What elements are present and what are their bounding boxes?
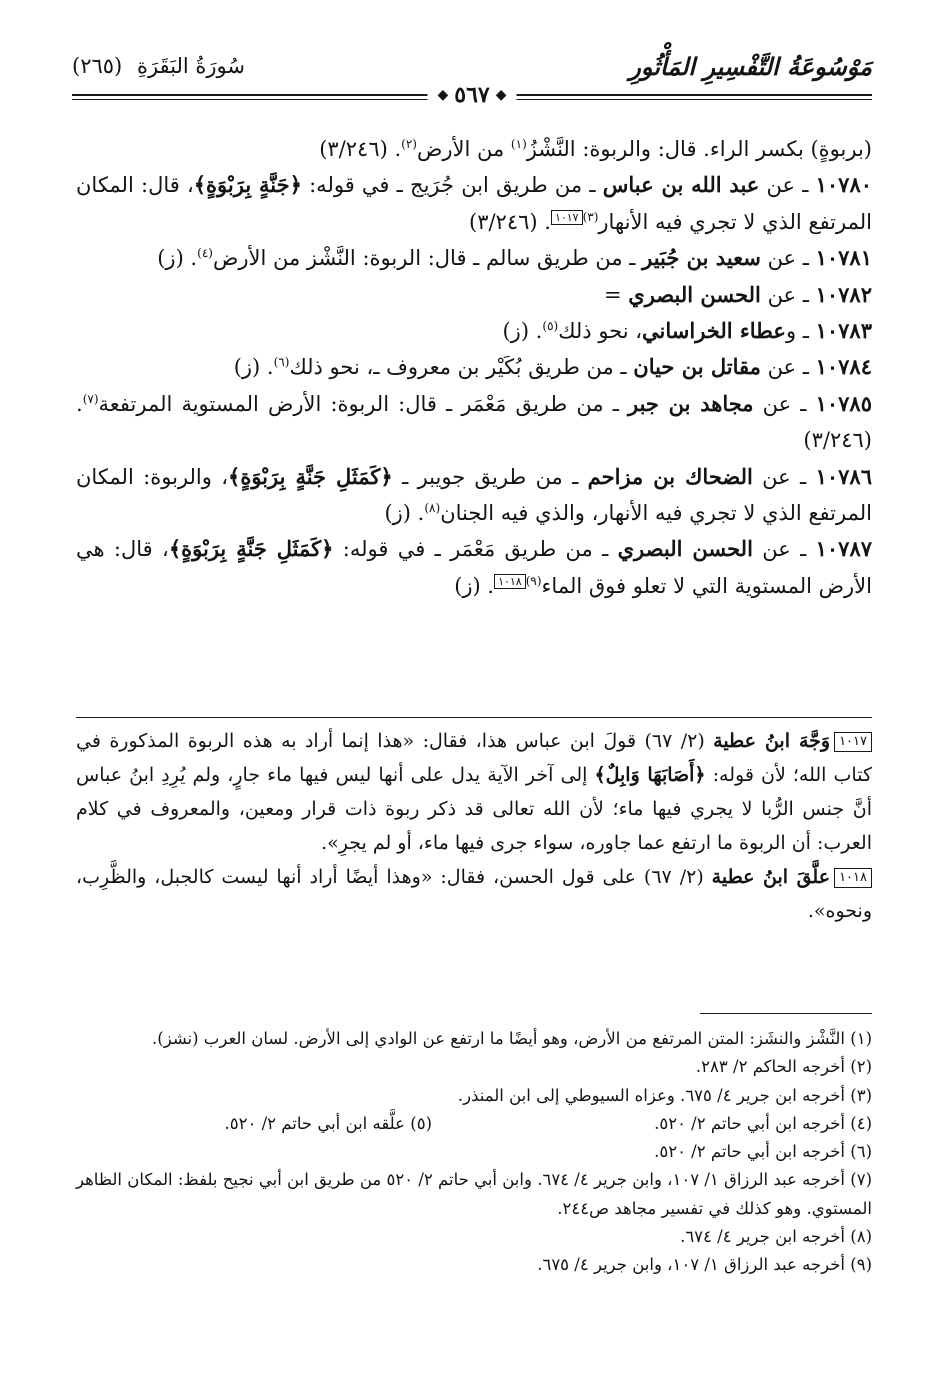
commentary-lead: علَّقَ ابنُ عطية — [711, 866, 831, 888]
quran-quote: ﴿جَنَّةٍ بِرَبْوَةٍ﴾ — [193, 172, 302, 198]
quran-quote: ﴿أَصَابَهَا وَابِلٌ﴾ — [594, 764, 706, 786]
footnote: (٦) أخرجه ابن أبي حاتم ٢/ ٥٢٠. — [654, 1142, 872, 1162]
narration-number: ١٠٧٨٠ — [815, 172, 873, 198]
text: من الأرض — [416, 137, 511, 161]
surah-name: سُورَةُ البَقَرَةِ — [136, 54, 245, 78]
narration-number: ١٠٧٨٤ — [815, 354, 872, 380]
text: ـ عن — [753, 391, 816, 416]
text: ، قال: المكان المرتفع الذي لا تجري فيه الأنهار — [76, 173, 872, 234]
commentary-number-box: ١٠١٧ — [834, 732, 872, 752]
footnote-ref: (٦) — [273, 355, 290, 370]
footnote: (٨) أخرجه ابن جرير ٤/ ٦٧٤. — [680, 1227, 872, 1247]
paragraph-continuation — [76, 131, 872, 167]
footnote: (٧) أخرجه عبد الرزاق ١/ ١٠٧، وابن جرير ٤/ ٦٧٤. وابن أبي حاتم ٢/ ٥٢٠ من طريق ابن أبي نجيح بلفظ: المكان الظاهر المستوي. وهو كذلك في تفسير مجاهد ص٢٤٤. — [76, 1170, 872, 1218]
commentary-ref-box: ١٠١٧ — [551, 210, 583, 225]
text: ـ عن — [752, 464, 816, 489]
footnote-ref: (١) — [510, 137, 527, 151]
narration-number: ١٠٧٨٦ — [815, 463, 872, 489]
footnote-ref: (٣) — [582, 209, 599, 224]
narrator-name: عطاء الخراساني — [642, 318, 786, 344]
narration-10787 — [76, 531, 872, 604]
main-text — [76, 131, 872, 604]
narration-number: ١٠٧٨٢ — [815, 281, 872, 307]
text: ـ عن — [752, 537, 816, 562]
narration-10782 — [76, 277, 872, 313]
text: ـ عن — [760, 355, 816, 380]
text: ، والربوة: المكان المرتفع الذي لا تجري فيه الأنهار، والذي فيه الجنان — [76, 464, 872, 526]
footnote: (٢) أخرجه الحاكم ٢/ ٢٨٣. — [695, 1057, 872, 1077]
narration-number: ١٠٧٨٧ — [815, 536, 873, 562]
commentary-1018 — [76, 860, 872, 928]
page-number-block — [427, 82, 516, 108]
narration-10786 — [76, 459, 872, 532]
text: ـ عن — [760, 282, 816, 307]
narration-number: ١٠٧٨١ — [815, 245, 872, 271]
text: ، قال: هي الأرض المستوية التي لا تعلو فوق الماء — [76, 537, 872, 598]
text: . (٣/٢٤٦) — [319, 137, 402, 161]
narrator-name: مجاهد بن جبر — [627, 390, 754, 416]
footnote-row — [76, 1110, 872, 1138]
text: . (٣/٢٤٦) — [76, 391, 872, 453]
narration-10781 — [76, 240, 872, 276]
text: ـ من طريق جويبر ـ — [392, 464, 588, 489]
surah-reference — [72, 54, 245, 78]
text: = — [603, 282, 629, 307]
text: ـ و — [785, 319, 816, 344]
footnote-ref: (٩) — [525, 573, 542, 588]
commentary-separator — [76, 717, 872, 718]
text: ـ من طريق سالم ـ قال: الربوة: النَّشْز من الأرض — [212, 246, 643, 271]
ornament-right-icon: ◆ — [495, 87, 507, 103]
commentary-1017 — [76, 724, 872, 860]
book-title: مَوْسُوعَةُ التَّفْسِيرِ المَأْثُورِ — [629, 52, 872, 81]
text: . (ز) — [384, 501, 425, 526]
footnote-separator — [700, 1013, 872, 1014]
footnote-ref: (٨) — [424, 501, 441, 516]
text: . (ز) — [502, 319, 543, 344]
narration-10780 — [76, 167, 872, 240]
narration-10785 — [76, 386, 872, 459]
text: ـ من طريق بُكَيْر بن معروف ـ، نحو ذلك — [289, 355, 634, 380]
narrator-name: مقاتل بن حيان — [633, 354, 761, 380]
commentary-number-box: ١٠١٨ — [834, 868, 872, 888]
narrator-name: الضحاك بن مزاحم — [587, 463, 753, 489]
footnote: (٩) أخرجه عبد الرزاق ١/ ١٠٧، وابن جرير ٤/ ٦٧٥. — [537, 1255, 872, 1275]
commentary-section — [76, 724, 872, 928]
narrator-name: الحسن البصري — [617, 536, 753, 562]
text: إلى آخر الآية يدل على أنها ليس فيها ماء جارٍ، ولم يُرِدِ ابنُ عباس أنَّ جنس الرُّبا لا يجري فيها ماء؛ لأن الله تعالى قد ذكر ربوة ذات قرار ومعين، والمعروف في كلام العرب: أن الربوة ما ارتفع عما جاوره، سواء جرى فيها ماء، أو لم يجرِ». — [76, 764, 872, 854]
text: ـ عن — [760, 246, 816, 271]
quran-quote: ﴿كَمَثَلِ جَنَّةٍ بِرَبْوَةٍ﴾ — [168, 536, 334, 562]
text: . (ز) — [157, 246, 198, 271]
quran-quote: ﴿كَمَثَلِ جَنَّةٍ بِرَبْوَةٍ﴾ — [228, 463, 393, 489]
narration-10783 — [76, 313, 872, 349]
narration-10784 — [76, 349, 872, 385]
text: ، نحو ذلك — [558, 319, 643, 344]
text: . (ز) — [454, 573, 495, 598]
narration-number: ١٠٧٨٣ — [815, 318, 872, 344]
text: (٢/ ٦٧) قولَ ابن عباس هذا، فقال: «هذا إنما أراد به هذه الربوة المذكورة في كتاب الله؛ لأن قوله: — [76, 730, 872, 786]
ayah-number: (٢٦٥) — [72, 54, 123, 78]
footnote: (٤) أخرجه ابن أبي حاتم ٢/ ٥٢٠. — [654, 1113, 872, 1133]
text: ـ عن — [759, 173, 816, 198]
narrator-name: عبد الله بن عباس — [602, 172, 760, 198]
page-number: ٥٦٧ — [454, 82, 490, 108]
footnote-ref: (٤) — [197, 246, 213, 261]
narrator-name: الحسن البصري — [628, 281, 761, 307]
text: (٢/ ٦٧) على قول الحسن، فقال: «وهذا أيضًا أراد أنها ليست كالجبل، والظَّرِب، ونحوه». — [76, 866, 872, 922]
narrator-name: سعيد بن جُبَير — [642, 245, 761, 271]
text: . (٣/٢٤٦) — [468, 209, 551, 234]
footnote-ref: (٥) — [542, 319, 559, 334]
narration-number: ١٠٧٨٥ — [815, 390, 872, 416]
footnote-ref: (٢) — [401, 137, 417, 151]
text: . (ز) — [233, 355, 274, 380]
text: ـ من طريق مَعْمَر ـ في قوله: — [333, 537, 618, 562]
text: ـ من طريق ابن جُرَيج ـ في قوله: — [301, 173, 603, 198]
text: ـ من طريق مَعْمَر ـ قال: الربوة: الأرض المستوية المرتفعة — [98, 391, 628, 416]
footnotes — [76, 1025, 872, 1280]
commentary-ref-box: ١٠١٨ — [494, 574, 526, 589]
ornament-left-icon: ◆ — [437, 87, 449, 103]
text: (بربوةٍ) بكسر الراء. قال: والربوة: النَّشْزُ — [526, 137, 872, 161]
footnote: (١) النَّشْز والنشَز: المتن المرتفع من الأرض، وهو أيضًا ما ارتفع عن الوادي إلى الأرض. لسان العرب (نشز). — [152, 1029, 872, 1048]
commentary-lead: وَجَّهَ ابنُ عطية — [713, 730, 831, 752]
page-header — [72, 48, 872, 108]
footnote: (٣) أخرجه ابن جرير ٤/ ٦٧٥. وعزاه السيوطي إلى ابن المنذر. — [457, 1085, 872, 1105]
footnote: (٥) علَّقه ابن أبي حاتم ٢/ ٥٢٠. — [224, 1113, 432, 1133]
footnote-ref: (٧) — [82, 391, 99, 406]
